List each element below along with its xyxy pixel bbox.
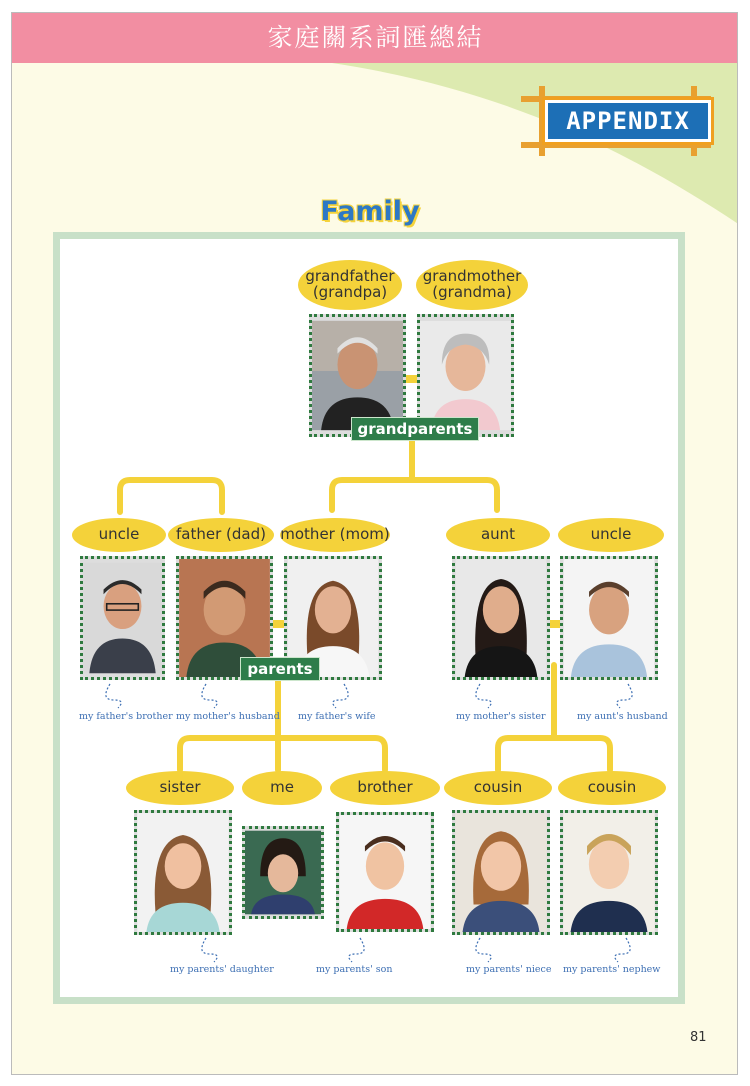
caption-aunt: my mother's sister [456,711,546,722]
label-sister: sister [126,771,234,805]
label-me: me [242,771,322,805]
label-uncle-right: uncle [558,518,664,552]
label-father: father (dad) [168,518,274,552]
label-cousin-1: cousin [444,771,552,805]
label-brother: brother [330,771,440,805]
label-mother: mother (mom) [280,518,390,552]
header-title: 家庭關系詞匯總結 [267,23,484,52]
caption-cousin-2: my parents' nephew [563,964,661,975]
caption-brother: my parents' son [316,964,393,975]
caption-uncle-left: my father's brother [79,711,173,722]
caption-mother: my father's wife [298,711,376,722]
label-grandmother: grandmother (grandma) [416,260,528,310]
parents-label: parents [240,657,320,681]
page-number: 81 [690,1030,707,1045]
grandparents-label: grandparents [351,417,479,441]
caption-uncle-right: my aunt's husband [577,711,668,722]
label-grandfather: grandfather (grandpa) [298,260,402,310]
section-title: Family [320,196,420,227]
label-aunt: aunt [446,518,550,552]
caption-father: my mother's husband [176,711,280,722]
caption-cousin-1: my parents' niece [466,964,552,975]
label-uncle-left: uncle [72,518,166,552]
caption-sister: my parents' daughter [170,964,274,975]
appendix-badge: APPENDIX [545,100,711,142]
label-cousin-2: cousin [558,771,666,805]
